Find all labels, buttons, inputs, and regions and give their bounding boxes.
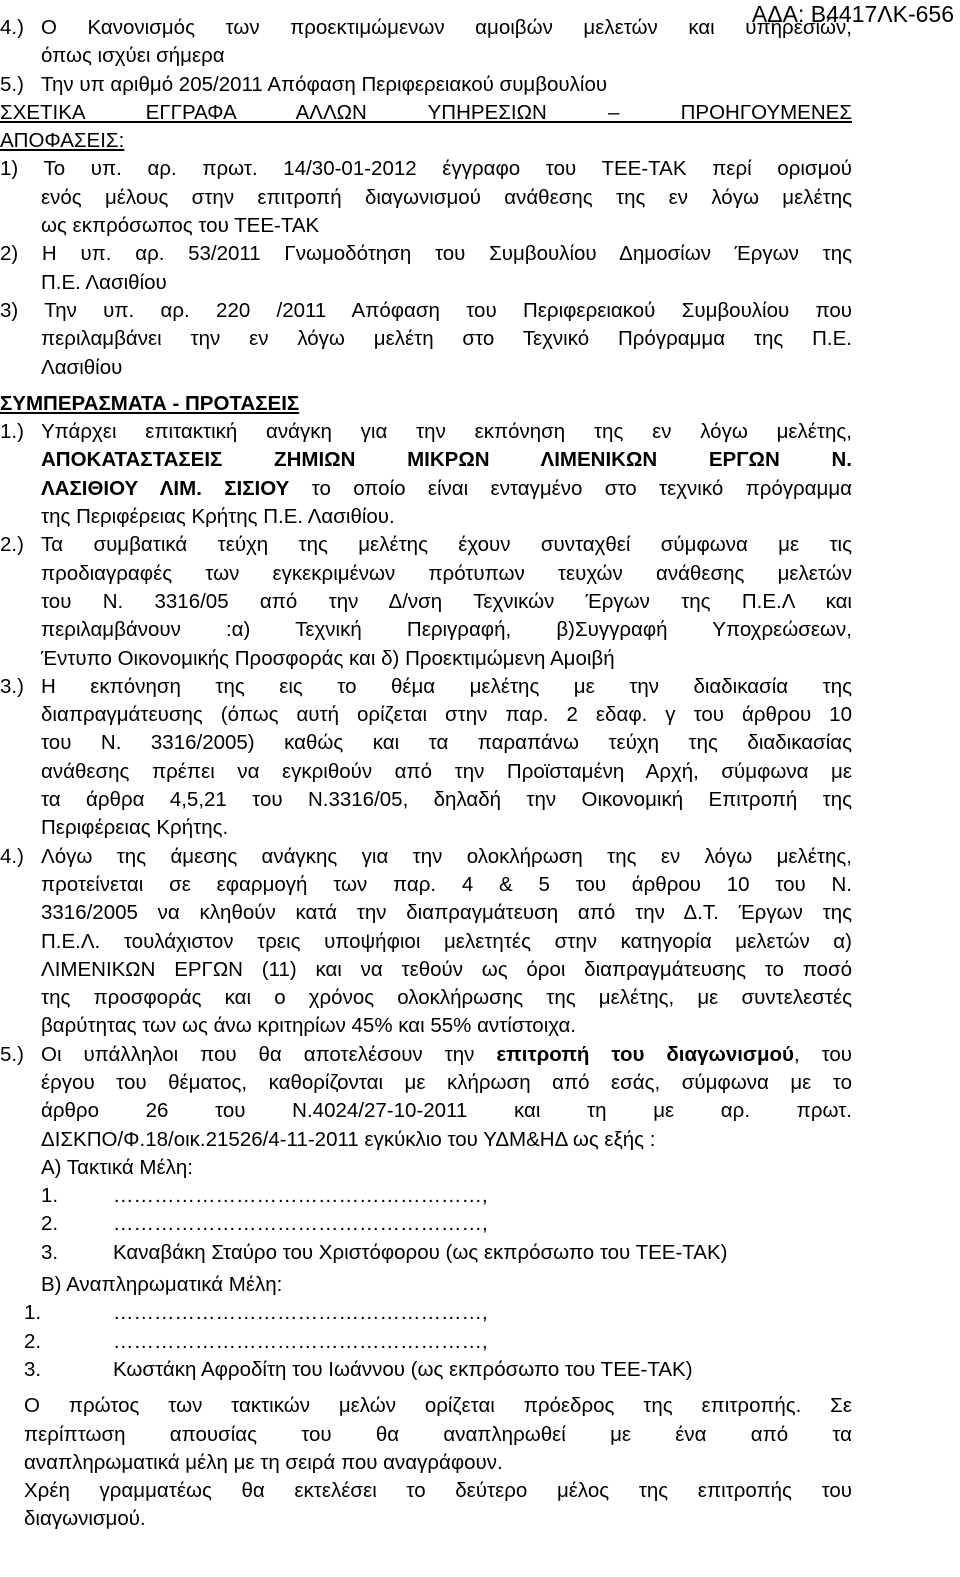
member-row xyxy=(0,1182,852,1210)
conclusion-3 xyxy=(0,673,852,843)
text-line: 2) Η υπ. αρ. 53/2011 Γνωμοδότηση του Συμβουλίου Δημοσίων Έργων της xyxy=(0,242,852,266)
text-line: Ο πρώτος των τακτικών μελών ορίζεται πρόεδρος της επιτροπής. Σε xyxy=(24,1394,852,1418)
item-number: 4.) xyxy=(0,16,24,39)
conclusion-1 xyxy=(0,418,852,531)
member-number: 3. xyxy=(41,1240,59,1264)
item-number: 5.) xyxy=(0,72,24,96)
item-number: 1.) xyxy=(0,420,24,444)
text-line: προτείνεται σε εφαρμογή των παρ. 4 & 5 του άρθρου 10 του Ν. xyxy=(41,872,852,896)
text-line: Λόγω της άμεσης ανάγκης για την ολοκλήρωση της εν λόγω μελέτης, xyxy=(41,844,852,868)
member-name: ………………………………………………, xyxy=(113,1184,488,1208)
conclusion-2 xyxy=(0,531,852,672)
related-item-2 xyxy=(0,240,852,297)
member-row xyxy=(0,1239,852,1267)
document-page xyxy=(0,14,852,1534)
intro-item-4 xyxy=(0,14,852,71)
text-line: Ο Κανονισμός των προεκτιμώμενων αμοιβών μελετών και υπηρεσιών, xyxy=(41,16,852,39)
text-line: ανάθεσης πρέπει να εγκριθούν από την Προϊσταμένη Αρχή, σύμφωνα με xyxy=(41,759,852,783)
text-line: ΛΙΜΕΝΙΚΩΝ ΕΡΓΩΝ (11) και να τεθούν ως όροι διαπραγμάτευσης το ποσό xyxy=(41,957,852,981)
member-row xyxy=(0,1328,852,1356)
text-line: βαρύτητας των ως άνω κριτηρίων 45% και 55% αντίστοιχα. xyxy=(41,1014,577,1038)
conclusions-section xyxy=(0,390,852,1154)
section-heading: ΣΧΕΤΙΚΑ ΕΓΓΡΑΦΑ ΑΛΛΩΝ ΥΠΗΡΕΣΙΩΝ – ΠΡΟΗΓΟΥΜΕΝΕΣ xyxy=(0,100,852,124)
member-name: Κωστάκη Αφροδίτη του Ιωάννου (ως εκπρόσωπο του ΤΕΕ-ΤΑΚ) xyxy=(113,1357,693,1381)
member-number: 2. xyxy=(41,1212,59,1236)
text-line: Υπάρχει επιτακτική ανάγκη για την εκπόνηση της εν λόγω μελέτης, xyxy=(41,420,852,444)
project-title-end: ΛΑΣΙΘΙΟΥ ΛΙΜ. ΣΙΣΙΟΥ xyxy=(41,476,290,500)
text-line: Έντυπο Οικονομικής Προσφοράς και δ) Προεκτιμώμενη Αμοιβή xyxy=(41,646,615,670)
text-fragment: Οι υπάλληλοι που θα αποτελέσουν την xyxy=(41,1042,497,1066)
text-line: του Ν. 3316/2005) καθώς και τα παραπάνω τεύχη της διαδικασίας xyxy=(41,731,852,755)
intro-item-5 xyxy=(0,71,852,99)
text-line: ΔΙΣΚΠΟ/Φ.18/οικ.21526/4-11-2011 εγκύκλιο του ΥΔΜ&ΗΔ ως εξής : xyxy=(41,1127,656,1151)
text-line: Περιφέρειας Κρήτης. xyxy=(41,816,229,840)
section-heading: ΣΥΜΠΕΡΑΣΜΑΤΑ - ΠΡΟΤΑΣΕΙΣ xyxy=(0,391,300,415)
member-name: ………………………………………………, xyxy=(113,1329,488,1353)
item-number: 2.) xyxy=(0,533,24,557)
alternate-members-label: Β) Αναπληρωματικά Μέλη: xyxy=(41,1273,283,1297)
related-docs-section xyxy=(0,99,852,382)
member-number: 2. xyxy=(24,1329,42,1353)
member-name: ………………………………………………, xyxy=(113,1212,488,1236)
text-line: προδιαγραφές των εγκεκριμένων πρότυπων τευχών ανάθεσης μελετών xyxy=(41,561,852,585)
member-row xyxy=(0,1299,852,1327)
text-line: τα άρθρα 4,5,21 του Ν.3316/05, δηλαδή την Οικονομική Επιτροπή της xyxy=(41,788,852,812)
closing-paragraph-2 xyxy=(0,1477,852,1534)
text-line: 3316/2005 να κληθούν κατά την διαπραγμάτευση από την Δ.Τ. Έργων της xyxy=(41,901,852,925)
committee-regular xyxy=(0,1154,852,1267)
text-line: περίπτωση απουσίας του θα αναπληρωθεί με ένα από τα xyxy=(24,1422,852,1446)
item-number: 5.) xyxy=(0,1042,24,1066)
member-row xyxy=(0,1210,852,1238)
committee-label xyxy=(0,1271,852,1299)
text-line: Π.Ε. Λασιθίου xyxy=(41,270,167,294)
item-number: 4.) xyxy=(0,844,24,868)
text-line: αναπληρωματικά μέλη με τη σειρά που αναγράφουν. xyxy=(24,1450,503,1474)
text-line: της Περιφέρειας Κρήτης Π.Ε. Λασιθίου. xyxy=(41,505,395,529)
text-fragment: , του xyxy=(793,1042,853,1066)
text-fragment: το οποίο είναι ενταγμένο στο τεχνικό πρόγραμμα xyxy=(289,476,853,500)
text-line: άρθρο 26 του Ν.4024/27-10-2011 και τη με αρ. πρωτ. xyxy=(41,1099,852,1123)
text-line: διαπραγμάτευσης (όπως αυτή ορίζεται στην παρ. 2 εδαφ. γ του άρθρου 10 xyxy=(41,703,852,727)
related-item-1 xyxy=(0,155,852,240)
member-number: 3. xyxy=(24,1357,42,1381)
item-number: 3.) xyxy=(0,674,24,698)
member-number: 1. xyxy=(41,1184,59,1208)
text-line: Η εκπόνηση της εις το θέμα μελέτης με την διαδικασία της xyxy=(41,674,852,698)
closing-paragraph-1 xyxy=(0,1392,852,1477)
project-title: ΑΠΟΚΑΤΑΣΤΑΣΕΙΣ ΖΗΜΙΩΝ ΜΙΚΡΩΝ ΛΙΜΕΝΙΚΩΝ ΕΡΓΩΝ Ν. xyxy=(41,448,852,472)
ada-code: ΑΔΑ: Β4417ΛΚ-656 xyxy=(751,1,954,27)
text-line: 1) Το υπ. αρ. πρωτ. 14/30-01-2012 έγγραφο του ΤΕΕ-ΤΑΚ περί ορισμού xyxy=(0,157,852,181)
text-line: 3) Την υπ. αρ. 220 /2011 Απόφαση του Περιφερειακού Συμβουλίου που xyxy=(0,298,852,322)
text-line: Λασιθίου xyxy=(41,355,123,379)
section-heading: ΑΠΟΦΑΣΕΙΣ: xyxy=(0,129,125,153)
text-line: ως εκπρόσωπος του ΤΕΕ-ΤΑΚ xyxy=(41,214,320,238)
conclusion-5 xyxy=(0,1041,852,1154)
text-line xyxy=(0,475,852,503)
committee-label xyxy=(0,1154,852,1182)
member-name: Καναβάκη Σταύρο του Χριστόφορου (ως εκπρόσωπο του ΤΕΕ-ΤΑΚ) xyxy=(113,1240,728,1264)
text-line: του Ν. 3316/05 από την Δ/νση Τεχνικών Έργων της Π.Ε.Λ και xyxy=(41,589,852,613)
member-name: ………………………………………………, xyxy=(113,1301,488,1325)
member-number: 1. xyxy=(24,1301,42,1325)
text-line: Χρέη γραμματέως θα εκτελέσει το δεύτερο μέλος της επιτροπής του xyxy=(24,1479,852,1503)
committee-term: επιτροπή του διαγωνισμού xyxy=(496,1042,794,1066)
regular-members-label: Α) Τακτικά Μέλη: xyxy=(41,1155,193,1179)
text-line: διαγωνισμού. xyxy=(24,1507,146,1531)
conclusion-4 xyxy=(0,843,852,1041)
text-line: περιλαμβάνουν :α) Τεχνική Περιγραφή, β)Συγγραφή Υποχρεώσεων, xyxy=(41,618,852,642)
member-row xyxy=(0,1356,852,1384)
text-line: Π.Ε.Λ. τουλάχιστον τρεις υποψήφιοι μελετητές στην κατηγορία μελετών α) xyxy=(41,929,852,953)
text-line: Τα συμβατικά τεύχη της μελέτης έχουν συνταχθεί σύμφωνα με τις xyxy=(41,533,852,557)
text-line: έργου του θέματος, καθορίζονται με κλήρωση από εσάς, σύμφωνα με το xyxy=(41,1070,852,1094)
text-line: περιλαμβάνει την εν λόγω μελέτη στο Τεχνικό Πρόγραμμα της Π.Ε. xyxy=(41,327,852,351)
text-line: της προσφοράς και ο χρόνος ολοκλήρωσης της μελέτης, με συντελεστές xyxy=(41,986,852,1010)
text-line xyxy=(0,1041,852,1069)
committee-alternate xyxy=(0,1271,852,1384)
text-line: Την υπ αριθμό 205/2011 Απόφαση Περιφερειακού συμβουλίου xyxy=(41,72,608,96)
text-line: όπως ισχύει σήμερα xyxy=(41,44,225,68)
related-item-3 xyxy=(0,297,852,382)
text-line: ενός μέλους στην επιτροπή διαγωνισμού ανάθεσης της εν λόγω μελέτης xyxy=(41,185,852,209)
